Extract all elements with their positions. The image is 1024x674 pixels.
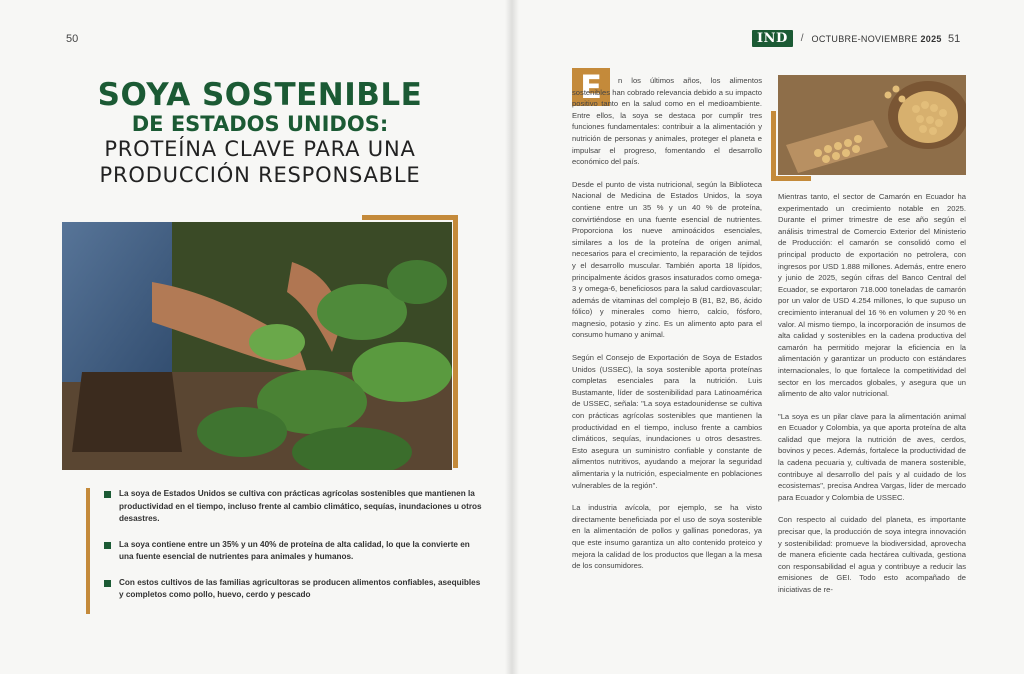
article-column-2 [778, 191, 966, 607]
magazine-header [752, 30, 942, 47]
bullet-square-icon [104, 542, 111, 549]
issue-date [812, 34, 942, 44]
key-point-text: La soya de Estados Unidos se cultiva con prácticas agrícolas sostenibles que mantienen la productividad en el tiempo, incluso frente al cambio climático, sequías, inundaciones u otros desastres. [119, 489, 482, 523]
key-point [104, 488, 486, 526]
bullet-square-icon [104, 491, 111, 498]
soy-plant-photo [62, 222, 452, 470]
paragraph: Desde el punto de vista nutricional, según la Biblioteca Nacional de Medicina de Estados Unidos, la soya contiene entre un 35 % y un 40 % de proteína, convirtiéndose en una fuente esencial de nutrientes. Proporciona los nueve aminoácidos esenciales, similares a los de la proteína de origen animal, necesarios para el crecimiento, la reparación de tejidos y el desarrollo muscular. También aporta 18 lípidos, principalmente ácidos grasos insaturados como omega-3 y omega-6, beneficiosos para la salud cardiovascular; además de vitaminas del complejo B (B1, B2, B6, ácido fólico) y minerales como hierro, calcio, fósforo, magnesio, potasio y zinc. Es un alimento apto para el consumo humano y animal. [572, 179, 762, 340]
bullet-square-icon [104, 580, 111, 587]
key-point [104, 539, 486, 564]
page-number-left: 50 [66, 33, 79, 45]
page-gutter [505, 0, 519, 674]
soybeans-illustration [778, 75, 966, 175]
paragraph: Según el Consejo de Exportación de Soya de Estados Unidos (USSEC), la soya sostenible aporta proteínas completas esenciales para la nutrición. Luis Bustamante, líder de sostenibilidad para Latinoamérica de USSEC, señala: "La soya estadounidense se cultiva con prácticas agrícolas sostenibles que mantienen la productividad en el tiempo, incluso frente a cambios climáticos, sequías, inundaciones u otros desastres. Esto asegura un suministro confiable y constante de alimentos nutritivos, ayudando a mejorar la seguridad alimentaria y la nutrición, especialmente en poblaciones vulnerables de la región". [572, 353, 762, 490]
title-line-2: DE ESTADOS UNIDOS: [131, 112, 389, 136]
paragraph: Mientras tanto, el sector de Camarón en Ecuador ha experimentado un crecimiento notable en 2025. Durante el primer trimestre de ese año según el análisis trimestral de Comercio Exterior del Ministerio de Producción: el camarón se consolidó como el principal producto de exportación no petrolera, con ingresos por USD 1.888 millones. Además, entre enero y junio de 2025, según cifras del Banco Central del Ecuador, se exportaron 718.000 toneladas de camarón por un valor de USD 4.254 millones, lo que supuso un crecimiento interanual del 16 % en volumen y 20 % en valor. Al mismo tiempo, la incorporación de insumos de alta calidad y sostenibles en la cadena productiva del camarón ha permitido mejorar la eficiencia en la alimentación y garantizar un producto con estándares internacionales, lo que fortalece la competitividad del sector en los mercados globales, y asegura que un alimento de alto valor nutricional. [778, 192, 966, 399]
paragraph: n los últimos años, los alimentos sostenibles han cobrado relevancia debido a su impacto positivo tanto en la salud como en el medioambiente. Entre ellos, la soya se destaca por cumplir tres funciones fundamentales: contribuir a la alimentación y nutrición de personas y animales, proteger el planeta e impulsar el progreso, fomentando el desarrollo económico del país. [572, 76, 762, 167]
key-points-list [86, 488, 486, 614]
title-line-3: PROTEÍNA CLAVE PARA UNA [104, 137, 416, 161]
soy-plant-illustration [62, 222, 452, 470]
magazine-logo: IND [752, 30, 793, 47]
paragraph: La industria avícola, por ejemplo, se ha visto directamente beneficiada por el uso de soya sostenible en la alimentación de pollos y gallinas ponedoras, ya que este insumo garantiza un alto contenido proteico y mejora la calidad de los productos que llegan a la mesa de los consumidores. [572, 503, 762, 571]
article-title [60, 78, 460, 188]
title-line-4: PRODUCCIÓN RESPONSABLE [99, 163, 421, 187]
title-line-1: SOYA SOSTENIBLE [97, 77, 423, 113]
paragraph: "La soya es un pilar clave para la alimentación animal en Ecuador y Colombia, ya que aporta proteína de alta calidad que mejora la nutrición de aves, cerdos, bovinos y peces. Además, fortalece la productividad de la cadena pecuaria y, cultivada de manera sostenible, contribuye al desarrollo del país y al cuidado de los ecosistemas", precisa Andrea Vargas, líder de mercado para Ecuador y Colombia de USSEC. [778, 411, 966, 502]
drop-cap: E [572, 68, 610, 106]
header-separator: / [800, 33, 804, 44]
paragraph: Con respecto al cuidado del planeta, es importante precisar que, la producción de soya integra innovación y sostenibilidad: promueve la biodiversidad, aprovecha de manera eficiente cada hectárea cultivada, gestiona con responsabilidad el agua y contribuye a reducir las emisiones de GEI. Todo esto acompañado de iniciativas de re- [778, 515, 966, 594]
key-point-text: Con estos cultivos de las familias agricultoras se producen alimentos confiables, asequibles y completos como pollo, huevo, cerdo y pescado [119, 577, 481, 599]
article-column-1 [572, 75, 762, 583]
issue-label: OCTUBRE-NOVIEMBRE [811, 33, 918, 44]
key-point-text: La soya contiene entre un 35% y un 40% de proteína de alta calidad, lo que la convierte en una fuente esencial de nutrientes para animales y humanos. [119, 539, 470, 561]
soybeans-photo [778, 75, 966, 175]
issue-year: 2025 [920, 33, 942, 44]
page-number-right: 51 [948, 33, 961, 45]
key-point [104, 577, 486, 602]
